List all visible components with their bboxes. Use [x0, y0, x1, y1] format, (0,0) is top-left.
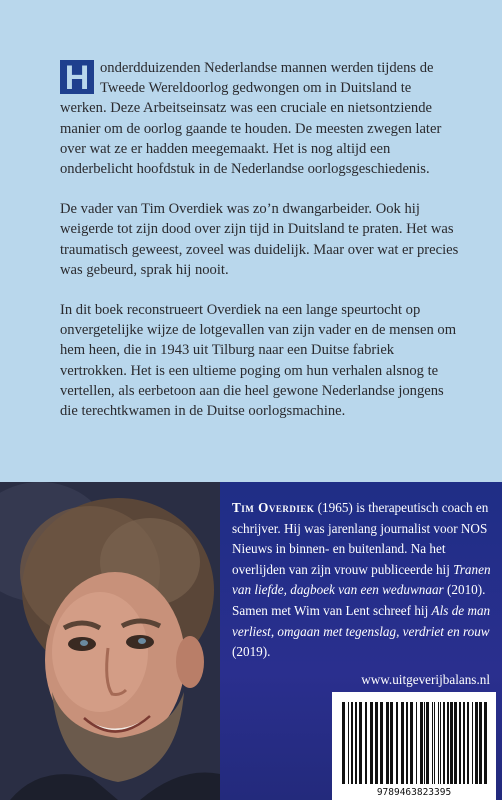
barcode-bar	[434, 702, 435, 784]
barcode-bar	[484, 702, 487, 784]
blurb-paragraph-3: In dit boek reconstrueert Overdiek na een lange speurtocht op onvergetelijke wijze de lotgevallen van zijn vader en de mensen om hem heen, die in 1943 uit Tilburg naar een Duitse fabriek vertrokken. Het is een ultieme poging om hun verhalen alsnog te vertellen, als eerbetoon aan die heel gewone Nederlandse jongens die terechtkwamen in de Duitse oorlogsmachine.	[60, 302, 457, 420]
bio-nos: NOS	[460, 520, 488, 536]
barcode-bar	[420, 702, 423, 784]
blurb-paragraph-2: De vader van Tim Overdiek was zo’n dwangarbeider. Ook hij weigerde tot zijn dood over zijn tijd in Duitsland te praten. Het was traumatisch geweest, zoveel was duidelijk. Maar over wat er precies was gebeurd, sprak hij nooit.	[60, 201, 459, 278]
barcode-bar	[459, 702, 461, 784]
barcode-bar	[479, 702, 482, 784]
barcode-bar	[390, 702, 393, 784]
barcode-bars	[332, 692, 496, 786]
bio-text-3: (2010). Samen met Wim van Lent schreef hij	[232, 582, 486, 618]
bio-text-1: (1965) is therapeutisch coach en schrijver. Hij was jarenlang journalist voor	[232, 500, 489, 536]
blurb-paragraph-1	[60, 58, 460, 179]
author-portrait-image	[0, 482, 220, 800]
barcode-bar	[355, 702, 357, 784]
blurb-text	[60, 58, 460, 441]
barcode-bar	[467, 702, 469, 784]
barcode-bar	[410, 702, 413, 784]
barcode-bar	[386, 702, 389, 784]
barcode-bar	[432, 702, 433, 784]
barcode-bar	[463, 702, 465, 784]
barcode-bar	[454, 702, 457, 784]
barcode-bar	[443, 702, 445, 784]
barcode-bar	[450, 702, 453, 784]
barcode-bar	[440, 702, 441, 784]
barcode-bar	[359, 702, 362, 784]
author-bio	[232, 498, 492, 663]
drop-cap: H	[60, 60, 94, 94]
bio-book-title-1: Tranen van liefde, dagboek van een weduwnaar	[232, 561, 491, 598]
bio-text-4: (2019).	[232, 644, 271, 660]
barcode-bar	[406, 702, 408, 784]
barcode-bar	[438, 702, 439, 784]
blurb-paragraph-1-text: onderdduizenden Nederlandse mannen werden tijdens de Tweede Wereldoorlog gedwongen om in Duitsland te werken. Deze Arbeitseinsatz was een cruciale en nietsontziende manier om de oorlog gaande te houden. De meesten zwegen later over wat ze er hadden meegemaakt. Het is nog altijd een onderbelicht hoofdstuk in de Nederlandse oorlogsgeschiedenis.	[60, 60, 442, 178]
barcode-bar	[401, 702, 404, 784]
barcode-bar	[475, 702, 478, 784]
barcode-bar	[380, 702, 383, 784]
barcode-digits: 9789463823395	[376, 787, 452, 798]
barcode-bar	[375, 702, 378, 784]
author-name: Tim Overdiek	[232, 500, 315, 515]
barcode-bar	[351, 702, 353, 784]
publisher-website: www.uitgeverijbalans.nl	[361, 672, 490, 687]
barcode-bar	[447, 702, 449, 784]
barcode-bar	[342, 702, 345, 784]
back-cover-bottom-panel	[0, 482, 502, 800]
barcode-bar	[370, 702, 373, 784]
barcode-bar	[396, 702, 398, 784]
barcode-bar	[416, 702, 417, 784]
barcode-bar	[348, 702, 349, 784]
barcode-bar	[472, 702, 473, 784]
author-photo	[0, 482, 220, 800]
barcode-bar	[365, 702, 367, 784]
barcode-bar	[426, 702, 429, 784]
barcode-bar	[424, 702, 425, 784]
bio-book-title-2: Als de man verliest, omgaan met tegenslag, verdriet en rouw	[232, 602, 491, 639]
bio-text-2: Nieuws in binnen- en buitenland. Na het overlijden van zijn vrouw publiceerde hij	[232, 541, 454, 577]
isbn-barcode	[332, 692, 496, 800]
